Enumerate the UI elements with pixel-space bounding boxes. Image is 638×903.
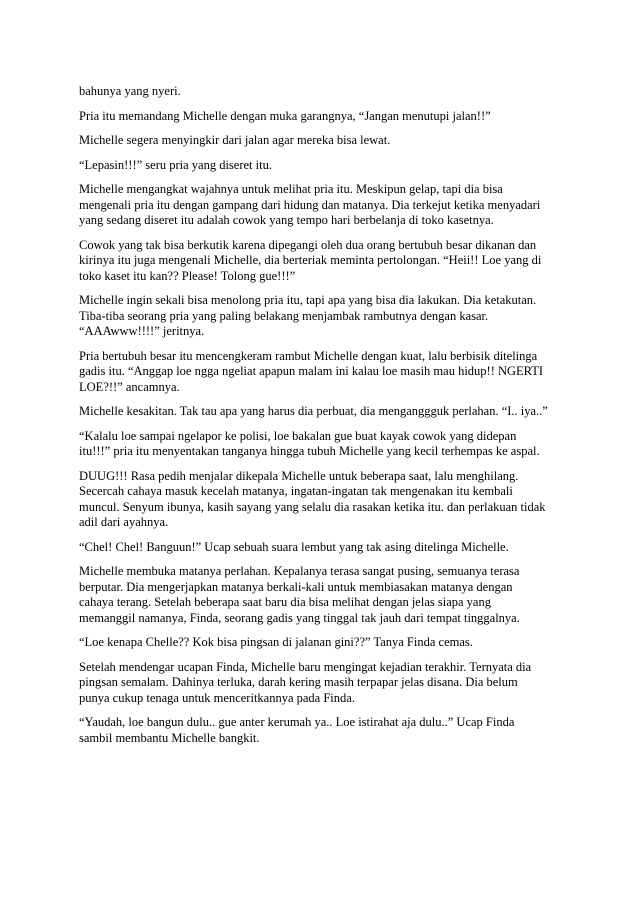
text-line: sambil membantu Michelle bangkit. (79, 730, 260, 745)
text-line: cahaya terang. Setelah beberapa saat baru dia bisa melihat dengan jelas siapa yang (79, 595, 491, 609)
body-paragraph (79, 660, 565, 707)
body-paragraph (79, 293, 565, 340)
body-paragraph (79, 404, 565, 420)
text-line: Pria itu memandang Michelle dengan muka garangnya, “Jangan menutupi jalan!!” (79, 108, 491, 123)
text-line: Setelah mendengar ucapan Finda, Michelle baru mengingat kejadian terakhir. Ternyata dia (79, 659, 532, 674)
body-paragraph (79, 635, 565, 651)
text-line: kirinya itu juga mengenali Michelle, dia berteriak meminta pertolongan. “Heii!! Loe yang di (79, 253, 542, 267)
body-paragraph (79, 564, 565, 626)
text-line: Michelle membuka matanya perlahan. Kepalanya terasa sangat pusing, semuanya terasa (79, 564, 520, 578)
text-line: Pria bertubuh besar itu mencengkeram rambut Michelle dengan kuat, lalu berbisik ditelinga (79, 348, 538, 363)
text-line: Tiba-tiba seorang pria yang paling belakang menjambak rambutnya dengan kasar. (79, 308, 489, 323)
body-paragraph (79, 349, 565, 396)
body-paragraph (79, 238, 565, 285)
text-line: LOE?!!” ancamnya. (79, 379, 180, 394)
text-line: bahunya yang nyeri. (79, 84, 181, 98)
text-line: “AAAwww!!!!” jeritnya. (79, 324, 205, 338)
text-line: berputar. Dia mengerjapkan matanya berkali-kali untuk membiasakan matanya dengan (79, 579, 513, 594)
text-line: “Yaudah, loe bangun dulu.. gue anter kerumah ya.. Loe istirahat aja dulu..” Ucap Finda (79, 715, 515, 729)
text-line: “Kalalu loe sampai ngelapor ke polisi, loe bakalan gue buat kayak cowok yang didepan (79, 428, 517, 443)
text-line: “Lepasin!!!” seru pria yang diseret itu. (79, 157, 272, 172)
text-line: pingsan semalam. Dahinya terluka, darah kering masih terpapar jelas disana. Dia belum (79, 675, 518, 689)
body-paragraph (79, 715, 565, 746)
body-paragraph (79, 540, 565, 556)
body-paragraph (79, 469, 565, 531)
text-line: DUUG!!! Rasa pedih menjalar dikepala Michelle untuk beberapa saat, lalu menghilang. (79, 468, 519, 483)
text-line: memanggil namanya, Finda, seorang gadis yang tinggal tak jauh dari tempat tinggalnya. (79, 610, 520, 625)
document-page (79, 84, 565, 755)
text-line: mengenali pria itu dengan gampang dari hidung dan matanya. Dia terkejut ketika menyadari (79, 197, 541, 212)
body-paragraph (79, 84, 565, 100)
body-paragraph (79, 182, 565, 229)
body-paragraph (79, 158, 565, 174)
text-line: Michelle ingin sekali bisa menolong pria itu, tapi apa yang bisa dia lakukan. Dia ketakutan. (79, 293, 537, 307)
text-line: Michelle kesakitan. Tak tau apa yang harus dia perbuat, dia menganggguk perlahan. “I.. iya..” (79, 404, 548, 418)
text-line: punya cukup tenaga untuk menceritkannya pada Finda. (79, 690, 355, 705)
body-paragraph (79, 429, 565, 460)
text-line: Michelle mengangkat wajahnya untuk melihat pria itu. Meskipun gelap, tapi dia bisa (79, 182, 503, 196)
body-paragraph (79, 109, 565, 125)
text-line: itu!!!” pria itu menyentakan tanganya hingga tubuh Michelle yang kecil terhempas ke aspal. (79, 444, 540, 458)
text-line: muncul. Senyum ibunya, kasih sayang yang selalu dia rasakan ketika itu. dan perlakuan tidak (79, 499, 546, 514)
text-line: adil dari ayahnya. (79, 515, 169, 529)
text-line: gadis itu. “Anggap loe ngga ngeliat apapun malam ini kalau loe masih mau hidup!! NGERTI (79, 364, 544, 378)
text-line: Secercah cahaya masuk kecelah matanya, ingatan-ingatan tak mengenakan itu kembali (79, 484, 513, 498)
text-line: Michelle segera menyingkir dari jalan agar mereka bisa lewat. (79, 133, 391, 147)
text-line: yang sedang diseret itu adalah cowok yang tempo hari berbelanja di toko kasetnya. (79, 213, 494, 227)
text-line: toko kaset itu kan?? Please! Tolong gue!!!” (79, 268, 296, 283)
text-line: Cowok yang tak bisa berkutik karena dipegangi oleh dua orang bertubuh besar dikanan dan (79, 237, 537, 252)
text-line: “Loe kenapa Chelle?? Kok bisa pingsan di jalanan gini??” Tanya Finda cemas. (79, 635, 473, 649)
text-line: “Chel! Chel! Banguun!” Ucap sebuah suara lembut yang tak asing ditelinga Michelle. (79, 539, 509, 554)
body-paragraph (79, 133, 565, 149)
